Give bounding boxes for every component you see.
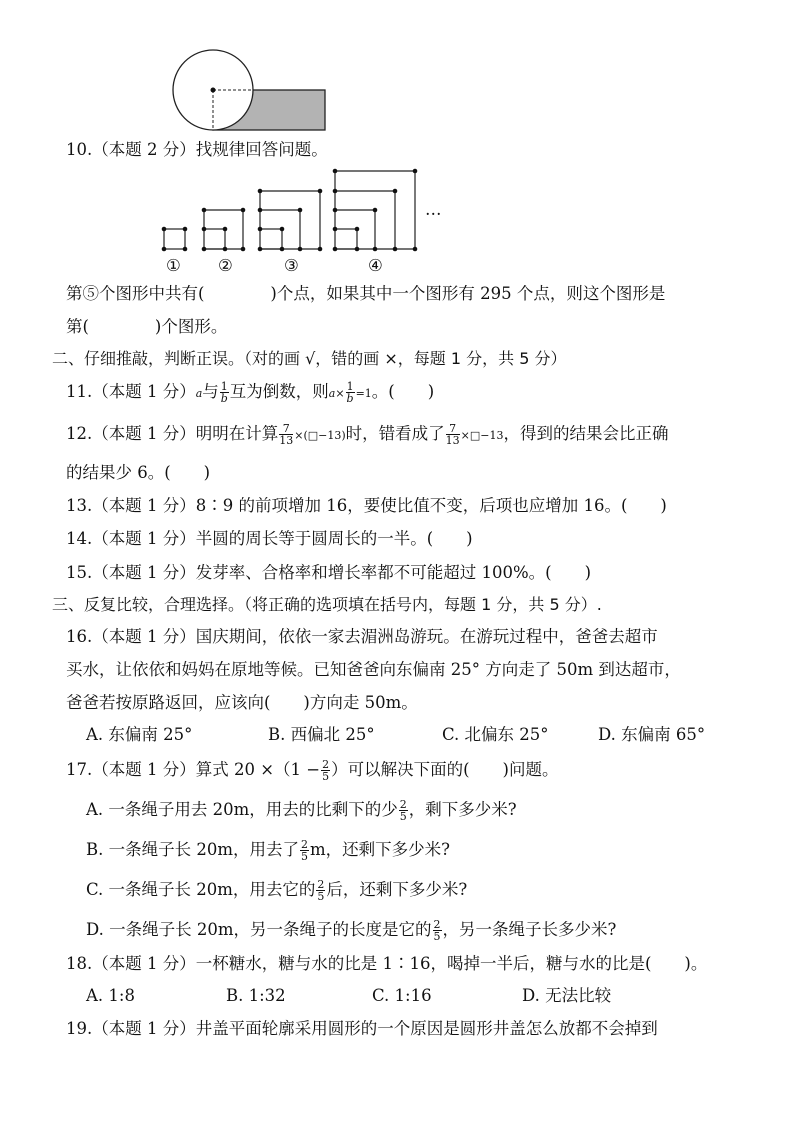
q17-option-d[interactable]: D. 一条绳子长 20m，另一条绳子的长度是它的 $\frac{2}{5}$ ，另一条绳子长多少米?	[86, 918, 617, 943]
question-12	[66, 422, 668, 448]
question-13: 13.（本题 1 分）8∶9 的前项增加 16，要使比值不变，后项也应增加 16。( )	[66, 496, 667, 515]
question-15: 15.（本题 1 分）发芽率、合格率和增长率都不可能超过 100%。( )	[66, 563, 592, 582]
figure-label-2: ②	[218, 256, 233, 275]
question-12-line2: 的结果少 6。( )	[66, 463, 211, 482]
q12-expr1: ×(□−13)	[294, 429, 346, 442]
q17-suffix: ）可以解决下面的( )问题。	[331, 760, 559, 779]
q11-expr-pre: a×	[328, 387, 345, 400]
question-10-line2: 第( )个图形。	[66, 317, 228, 336]
question-16-line3: 爸爸若按原路返回，应该向( )方向走 50m。	[66, 693, 418, 712]
q11-t2: 互为倒数，则	[229, 382, 329, 401]
q17-option-c[interactable]: C. 一条绳子长 20m，用去它的 $\frac{2}{5}$ 后，还剩下多少米?	[86, 878, 468, 903]
q12-prefix: 12.（本题 1 分）明明在计算	[66, 424, 279, 443]
section-3-title: 三、反复比较，合理选择。（将正确的选项填在括号内，每题 1 分，共 5 分）.	[52, 595, 602, 614]
question-10-line1: 第⑤个图形中共有( )个点，如果其中一个图形有 295 个点，则这个图形是	[66, 284, 666, 303]
dot-pattern-figure	[150, 165, 450, 255]
q18-option-b[interactable]: B. 1:32	[226, 986, 286, 1005]
q11-prefix: 11.（本题 1 分）	[66, 382, 196, 401]
q12-fraction-2: $\frac{7}{13}$	[445, 422, 460, 447]
q17-fraction: $\frac{2}{5}$	[322, 758, 330, 783]
question-18: 18.（本题 1 分）一杯糖水，糖与水的比是 1∶16，喝掉一半后，糖与水的比是( )。	[66, 954, 708, 973]
q12-fraction: $\frac{7}{13}$	[279, 422, 294, 447]
q11-fraction-2: $\frac{1}{b}$	[346, 380, 354, 405]
fraction: $\frac{2}{5}$	[399, 798, 407, 823]
question-19: 19.（本题 1 分）井盖平面轮廓采用圆形的一个原因是圆形井盖怎么放都不会掉到	[66, 1019, 658, 1038]
q16-option-d[interactable]: D. 东偏南 65°	[598, 725, 706, 744]
question-16-line1: 16.（本题 1 分）国庆期间，依依一家去湄洲岛游玩。在游玩过程中，爸爸去超市	[66, 627, 658, 646]
fraction: $\frac{2}{5}$	[433, 918, 441, 943]
figure-label-1: ①	[166, 256, 181, 275]
fraction: $\frac{2}{5}$	[317, 878, 325, 903]
question-14: 14.（本题 1 分）半圆的周长等于圆周长的一半。( )	[66, 529, 473, 548]
q16-option-c[interactable]: C. 北偏东 25°	[442, 725, 549, 744]
q16-option-b[interactable]: B. 西偏北 25°	[268, 725, 375, 744]
question-10-header: 10.（本题 2 分）找规律回答问题。	[66, 140, 328, 159]
q11-t3: 。( )	[371, 382, 435, 401]
circle-rectangle-figure	[170, 48, 330, 133]
q11-fraction: $\frac{1}{b}$	[220, 380, 228, 405]
q18-option-d[interactable]: D. 无法比较	[522, 986, 612, 1005]
q18-option-c[interactable]: C. 1:16	[372, 986, 432, 1005]
ellipsis: …	[425, 200, 442, 219]
q16-option-a[interactable]: A. 东偏南 25°	[86, 725, 193, 744]
fraction: $\frac{2}{5}$	[301, 838, 309, 863]
q17-option-a[interactable]: A. 一条绳子用去 20m，用去的比剩下的少 $\frac{2}{5}$ ，剩下多少米?	[86, 798, 517, 823]
q11-expr-post: =1	[355, 387, 372, 400]
q17-option-b[interactable]: B. 一条绳子长 20m，用去了 $\frac{2}{5}$ m，还剩下多少米?	[86, 838, 451, 863]
q11-t1: 与	[202, 382, 219, 401]
q12-t2: ，得到的结果会比正确	[503, 424, 669, 443]
question-16-line2: 买水，让依依和妈妈在原地等候。已知爸爸向东偏南 25° 方向走了 50m 到达超市，	[66, 660, 681, 679]
question-17	[66, 758, 558, 782]
question-11	[66, 380, 434, 406]
q11-a: a	[195, 387, 203, 400]
q12-expr2: ×□−13	[460, 429, 504, 442]
q18-option-a[interactable]: A. 1:8	[86, 986, 135, 1005]
figure-label-3: ③	[284, 256, 299, 275]
section-2-title: 二、仔细推敲，判断正误。（对的画 √，错的画 ×，每题 1 分，共 5 分）	[52, 349, 567, 368]
q17-prefix: 17.（本题 1 分）算式 20 ×（1 −	[66, 760, 321, 779]
q12-t1: 时，错看成了	[345, 424, 445, 443]
figure-label-4: ④	[368, 256, 383, 275]
